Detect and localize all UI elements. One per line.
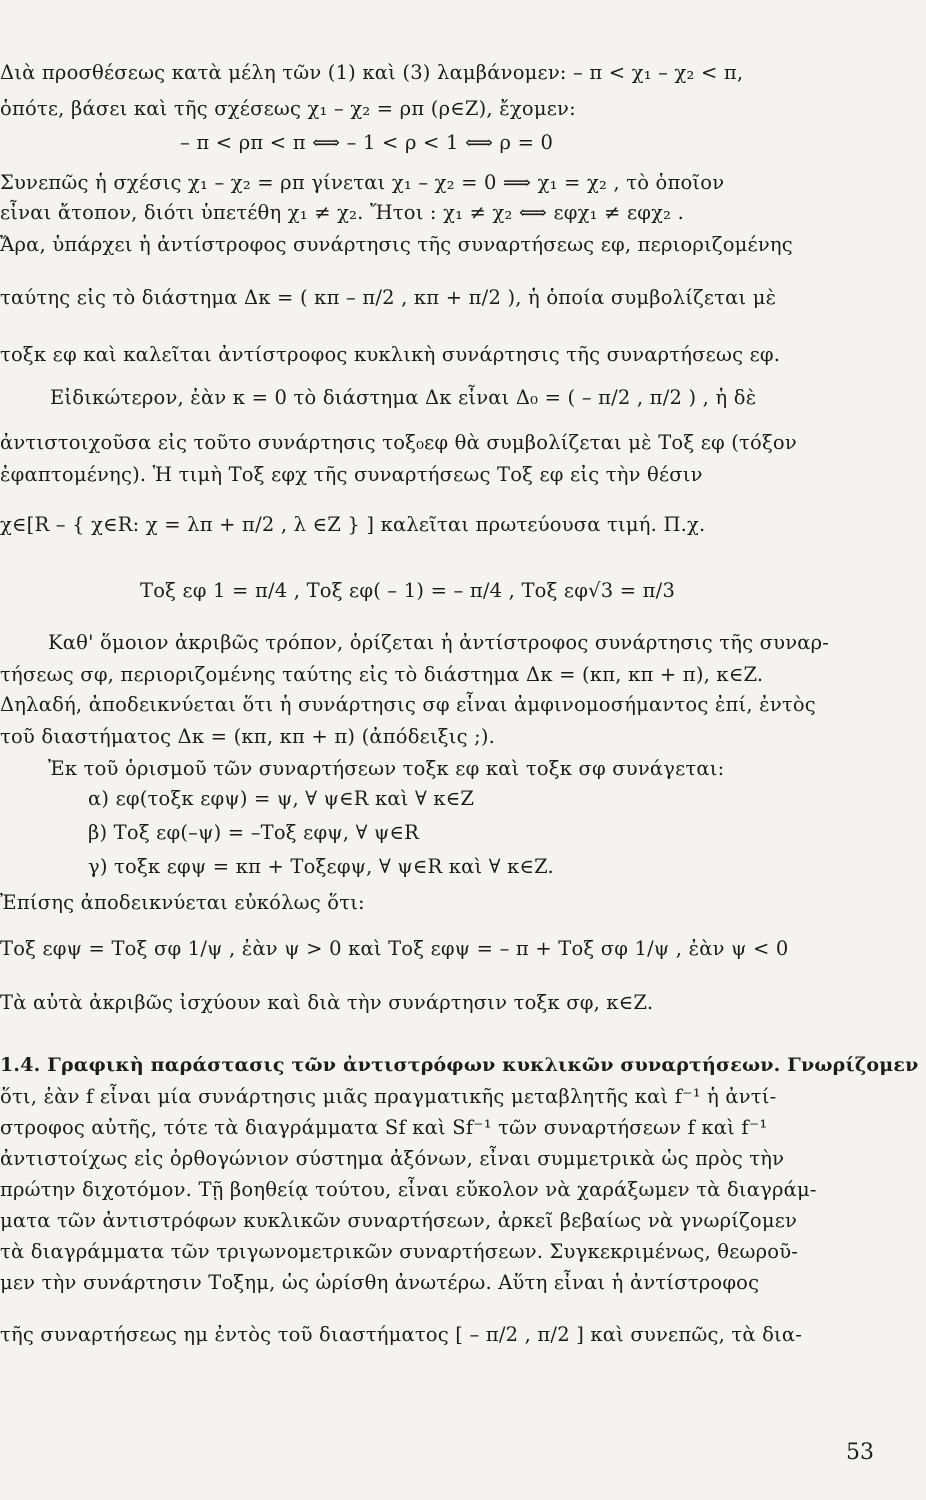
equation-line: – π < ρπ < π ⟺ – 1 < ρ < 1 ⟺ ρ = 0 [180,131,554,154]
text-line: Δηλαδή, ἀποδεικνύεται ὅτι ἡ συνάρτησις σφ εἶναι ἀμφινομοσήμαντος ἐπί, ἐντὸς [0,693,816,716]
text-line: ἐφαπτομένης). Ἡ τιμὴ Τοξ εφχ τῆς συναρτήσεως Τοξ εφ εἰς τὴν θέσιν [0,463,703,486]
text-line: τῆς συναρτήσεως ημ ἐντὸς τοῦ διαστήματος [ – π/2 , π/2 ] καὶ συνεπῶς, τὰ δια- [0,1323,803,1346]
text-line: μεν τὴν συνάρτησιν Τοξημ, ὡς ὡρίσθη ἀνωτέρω. Αὕτη εἶναι ἡ ἀντίστροφος [0,1271,760,1294]
text-line: ἀντιστοίχως εἰς ὀρθογώνιον σύστημα ἀξόνων, εἶναι συμμετρικὰ ὡς πρὸς τὴν [0,1147,785,1170]
text-line: ὁπότε, βάσει καὶ τῆς σχέσεως χ₁ – χ₂ = ρπ (ρ∈Z), ἔχομεν: [0,97,576,120]
equation-line: Τοξ εφψ = Τοξ σφ 1/ψ , ἐὰν ψ > 0 καὶ Τοξ εφψ = – π + Τοξ σφ 1/ψ , ἐὰν ψ < 0 [0,937,789,960]
formula-item: γ) τοξκ εφψ = κπ + Τοξεφψ, ∀ ψ∈R καὶ ∀ κ∈Z. [88,855,554,878]
formula-item: β) Τοξ εφ(–ψ) = –Τοξ εφψ, ∀ ψ∈R [88,821,419,844]
text-line: τήσεως σφ, περιοριζομένης ταύτης εἰς τὸ διάστημα Δκ = (κπ, κπ + π), κ∈Z. [0,663,764,686]
text-line: Καθ' ὅμοιον ἀκριβῶς τρόπον, ὁρίζεται ἡ ἀντίστροφος συνάρτησις τῆς συναρ- [48,631,830,654]
text-line: Ἄρα, ὑπάρχει ἡ ἀντίστροφος συνάρτησις τῆς συναρτήσεως εφ, περιοριζομένης [0,233,793,256]
formula-item: α) εφ(τοξκ εφψ) = ψ, ∀ ψ∈R καὶ ∀ κ∈Z [88,787,475,810]
text-line: ὅτι, ἐὰν f εἶναι μία συνάρτησις μιᾶς πραγματικῆς μεταβλητῆς καὶ f⁻¹ ἡ ἀντί- [0,1085,777,1108]
text-line: τοξκ εφ καὶ καλεῖται ἀντίστροφος κυκλικὴ συνάρτησις τῆς συναρτήσεως εφ. [0,343,781,366]
text-line: εἶναι ἄτοπον, διότι ὑπετέθη χ₁ ≠ χ₂. Ἤτοι : χ₁ ≠ χ₂ ⟺ εφχ₁ ≠ εφχ₂ . [0,201,684,224]
text-line: τὰ διαγράμματα τῶν τριγωνομετρικῶν συναρτήσεων. Συγκεκριμένως, θεωροῦ- [0,1240,799,1263]
text-line: Εἰδικώτερον, ἐὰν κ = 0 τὸ διάστημα Δκ εἶναι Δ₀ = ( – π/2 , π/2 ) , ἡ δὲ [50,386,757,409]
equation-line: Τοξ εφ 1 = π/4 , Τοξ εφ( – 1) = – π/4 , Τοξ εφ√3 = π/3 [140,579,676,602]
text-line: ἀντιστοιχοῦσα εἰς τοῦτο συνάρτησις τοξ₀εφ θὰ συμβολίζεται μὲ Τοξ εφ (τόξον [0,431,797,454]
text-line: Διὰ προσθέσεως κατὰ μέλη τῶν (1) καὶ (3) λαμβάνομεν: – π < χ₁ – χ₂ < π, [0,61,744,84]
text-line: χ∈[R – { χ∈R: χ = λπ + π/2 , λ ∈Z } ] καλεῖται πρωτεύουσα τιμή. Π.χ. [0,513,706,536]
text-line: Τὰ αὐτὰ ἀκριβῶς ἰσχύουν καὶ διὰ τὴν συνάρτησιν τοξκ σφ, κ∈Z. [0,991,654,1014]
text-line: Ἐπίσης ἀποδεικνύεται εὐκόλως ὅτι: [0,891,365,914]
section-heading: 1.4. Γραφικὴ παράστασις τῶν ἀντιστρόφων κυκλικῶν συναρτήσεων. Γνωρίζομεν [0,1054,919,1076]
text-line: ματα τῶν ἀντιστρόφων κυκλικῶν συναρτήσεων, ἀρκεῖ βεβαίως νὰ γνωρίζομεν [0,1209,798,1232]
text-line: στροφος αὐτῆς, τότε τὰ διαγράμματα Sf καὶ Sf⁻¹ τῶν συναρτήσεων f καὶ f⁻¹ [0,1116,768,1139]
text-line: πρώτην διχοτόμον. Τῇ βοηθείᾳ τούτου, εἶναι εὔκολον νὰ χαράξωμεν τὰ διαγράμ- [0,1178,817,1201]
text-line: Ἐκ τοῦ ὁρισμοῦ τῶν συναρτήσεων τοξκ εφ καὶ τοξκ σφ συνάγεται: [48,757,725,780]
text-line: ταύτης εἰς τὸ διάστημα Δκ = ( κπ – π/2 , κπ + π/2 ), ἡ ὁποία συμβολίζεται μὲ [0,286,777,309]
text-line: Συνεπῶς ἡ σχέσις χ₁ – χ₂ = ρπ γίνεται χ₁ – χ₂ = 0 ⟹ χ₁ = χ₂ , τὸ ὁποῖον [0,171,725,194]
page-number: 53 [846,1440,874,1465]
text-line: τοῦ διαστήματος Δκ = (κπ, κπ + π) (ἀπόδειξις ;). [0,725,496,748]
